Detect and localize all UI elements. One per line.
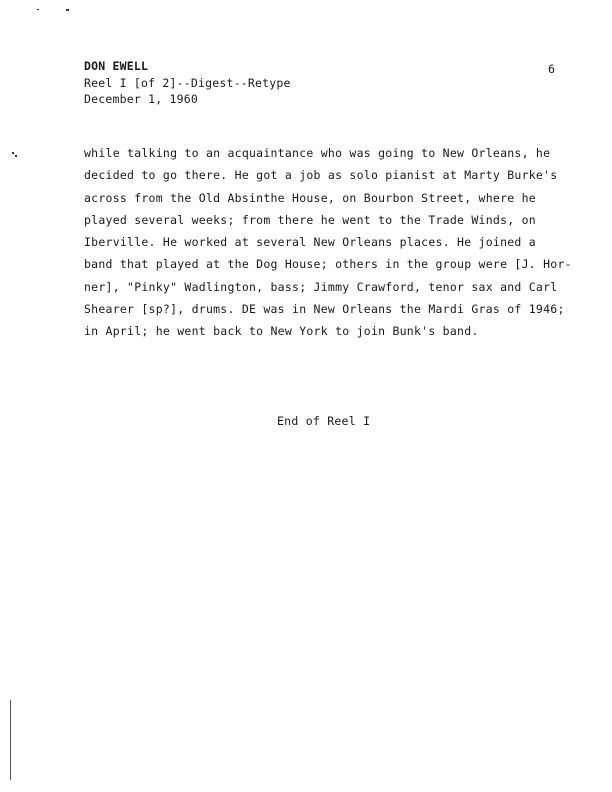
body-line: decided to go there. He got a job as solo pianist at Marty Burke's — [84, 168, 558, 183]
document-header — [84, 58, 291, 108]
scan-speck — [12, 152, 14, 154]
reel-info: Reel I [of 2]--Digest--Retype — [84, 75, 291, 90]
scan-edge-line — [10, 700, 11, 780]
body-line: played several weeks; from there he went to the Trade Winds, on — [84, 212, 536, 227]
end-of-reel-label: End of Reel I — [277, 414, 371, 428]
body-line: ner], "Pinky" Wadlington, bass; Jimmy Crawford, tenor sax and Carl — [84, 279, 558, 294]
transcript-body — [84, 142, 584, 343]
body-line: band that played at the Dog House; others in the group were [J. Hor- — [84, 257, 572, 272]
body-line: Shearer [sp?], drums. DE was in New Orleans the Mardi Gras of 1946; — [84, 302, 565, 317]
scan-speck — [66, 9, 69, 11]
scan-speck — [15, 155, 17, 157]
interviewee-name: DON EWELL — [84, 59, 149, 73]
body-line: while talking to an acquaintance who was going to New Orleans, he — [84, 146, 551, 160]
body-line: in April; he went back to New York to join Bunk's band. — [84, 324, 479, 339]
body-line: Iberville. He worked at several New Orleans places. He joined a — [84, 235, 536, 250]
scan-speck — [37, 9, 39, 10]
body-line: across from the Old Absinthe House, on Bourbon Street, where he — [84, 190, 536, 205]
interview-date: December 1, 1960 — [84, 92, 198, 106]
page-number: 6 — [548, 62, 555, 76]
